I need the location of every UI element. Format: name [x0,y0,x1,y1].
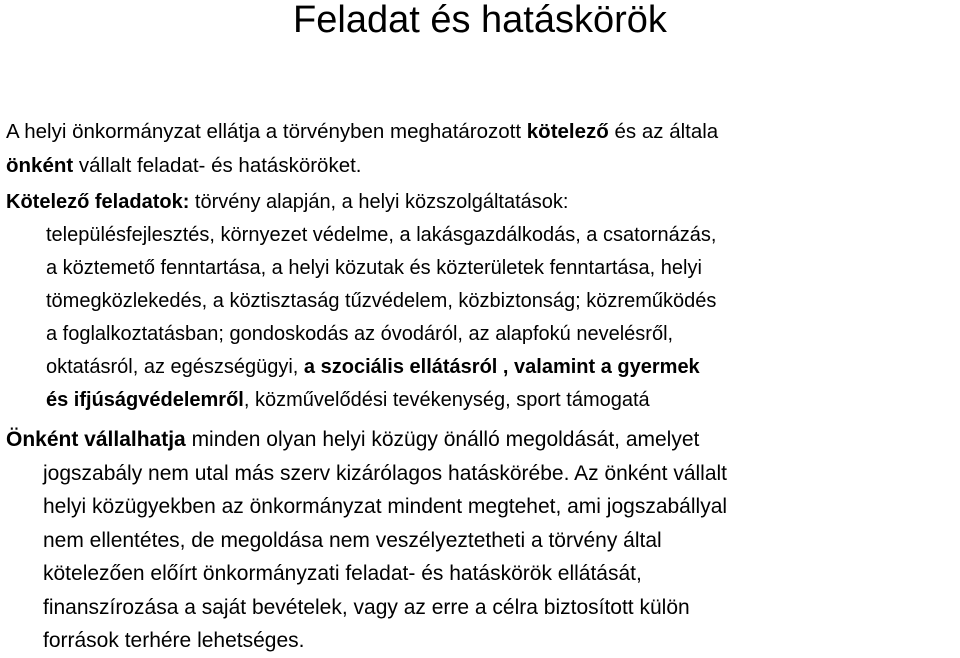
voluntary-text: minden olyan helyi közügy önálló megoldását, amelyet [185,428,700,451]
mandatory-line-2: településfejlesztés, környezet védelme, a lakásgazdálkodás, a csatornázás, [46,224,717,246]
voluntary-heading: Önként vállalhatja [6,428,186,451]
mandatory-bold-youth: és ifjúságvédelemről [46,389,244,411]
voluntary-line-4: nem ellentétes, de megoldása nem veszélyeztetheti a törvény által [43,528,662,552]
mandatory-heading: Kötelező feladatok: [6,191,190,213]
mandatory-bold-social: a szociális ellátásról , valamint a gyermek [303,356,700,378]
mandatory-line-4: tömegközlekedés, a köztisztaság tűzvédelem, közbiztonság; közreműködés [46,290,717,312]
mandatory-line-3: a köztemető fenntartása, a helyi közutak és közterületek fenntartása, helyi [46,257,702,279]
mandatory-text: , közművelődési tevékenység, sport támogatá [243,389,650,411]
voluntary-line-5: kötelezően előírt önkormányzati feladat- és hatáskörök ellátását, [43,562,642,585]
voluntary-line-3: helyi közügyekben az önkormányzat mindent megtehet, ami jogszabállyal [43,495,728,518]
voluntary-line-2: jogszabály nem utal más szerv kizárólagos hatáskörébe. Az önként vállalt [43,461,728,485]
mandatory-line-5: a foglalkoztatásban; gondoskodás az óvodáról, az alapfokú nevelésről, [46,323,674,345]
page-title: Feladat és hatáskörök [293,0,667,41]
intro-line-1 [6,115,718,149]
voluntary-line-1 [6,423,727,457]
intro-text: vállalt feladat- és hatásköröket. [73,154,362,177]
voluntary-line-6: finanszírozása a saját bevételek, vagy az erre a célra biztosított külön [43,595,690,619]
intro-bold-voluntary: önként [6,154,74,177]
mandatory-line-1 [6,186,716,219]
mandatory-paragraph [6,186,716,417]
mandatory-text: törvény alapján, a helyi közszolgáltatások: [189,191,569,213]
intro-text: és az általa [608,120,719,143]
mandatory-line-7 [6,384,716,417]
mandatory-text: oktatásról, az egészségügyi, [46,356,304,378]
voluntary-paragraph [6,423,727,658]
mandatory-line-6 [6,351,716,384]
intro-bold-mandatory: kötelező [526,120,609,143]
voluntary-line-7: források terhére lehetséges. [43,629,305,652]
intro-text: A helyi önkormányzat ellátja a törvényben meghatározott [6,120,527,143]
intro-line-2 [6,149,718,183]
intro-paragraph [6,115,718,183]
